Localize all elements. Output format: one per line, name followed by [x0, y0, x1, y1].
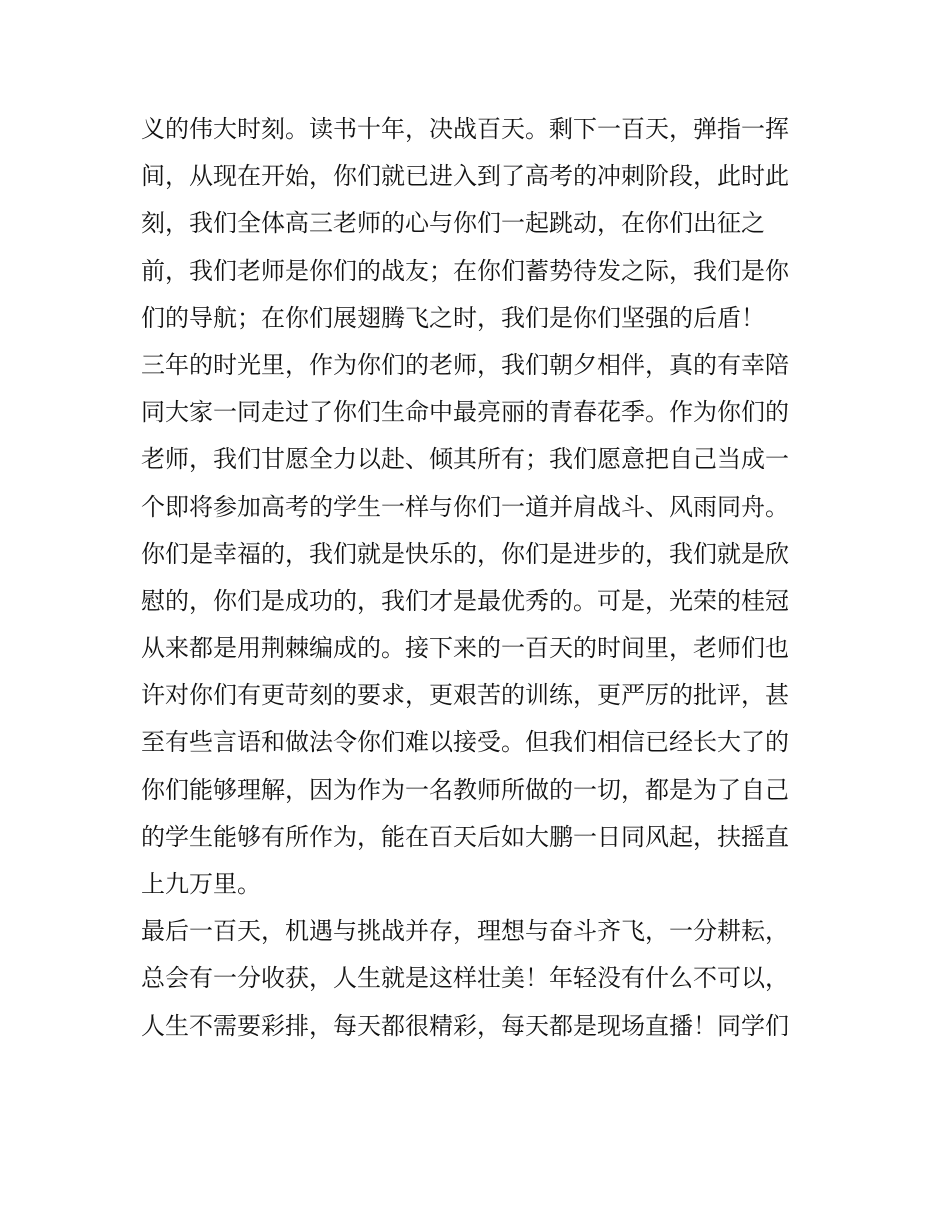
text-line: 间，从现在开始，你们就已进入到了高考的冲刺阶段，此时此 — [141, 162, 789, 191]
text-line: 刻，我们全体高三老师的心与你们一起跳动，在你们出征之 — [141, 209, 765, 238]
text-line: 个即将参加高考的学生一样与你们一道并肩战斗、风雨同舟。 — [141, 492, 789, 521]
text-line: 人生不需要彩排，每天都很精彩，每天都是现场直播！同学们 — [141, 1011, 789, 1040]
text-line: 义的伟大时刻。读书十年，决战百天。剩下一百天，弹指一挥 — [141, 115, 789, 143]
text-line: 前，我们老师是你们的战友；在你们蓄势待发之际，我们是你 — [141, 256, 789, 285]
text-line: 最后一百天，机遇与挑战并存，理想与奋斗齐飞，一分耕耘， — [141, 917, 789, 946]
text-line: 从来都是用荆棘编成的。接下来的一百天的时间里，老师们也 — [141, 634, 789, 663]
text-line: 的学生能够有所作为，能在百天后如大鹏一日同风起，扶摇直 — [141, 822, 789, 851]
text-line: 你们是幸福的，我们就是快乐的，你们是进步的，我们就是欣 — [141, 539, 789, 568]
text-line: 慰的，你们是成功的，我们才是最优秀的。可是，光荣的桂冠 — [141, 586, 789, 615]
text-line: 上九万里。 — [141, 870, 261, 898]
text-line: 至有些言语和做法令你们难以接受。但我们相信已经长大了的 — [141, 728, 789, 757]
text-line: 总会有一分收获，人生就是这样壮美！年轻没有什么不可以， — [141, 964, 789, 993]
text-line: 们的导航；在你们展翅腾飞之时，我们是你们坚强的后盾！ — [141, 303, 765, 332]
text-line: 许对你们有更苛刻的要求，更艰苦的训练，更严厉的批评，甚 — [141, 681, 789, 710]
text-line: 三年的时光里，作为你们的老师，我们朝夕相伴，真的有幸陪 — [141, 350, 789, 379]
text-line: 同大家一同走过了你们生命中最亮丽的青春花季。作为你们的 — [141, 398, 789, 427]
body-text — [141, 106, 821, 1050]
text-line: 你们能够理解，因为作为一名教师所做的一切，都是为了自己 — [141, 775, 789, 804]
text-line: 老师，我们甘愿全力以赴、倾其所有；我们愿意把自己当成一 — [141, 445, 789, 474]
